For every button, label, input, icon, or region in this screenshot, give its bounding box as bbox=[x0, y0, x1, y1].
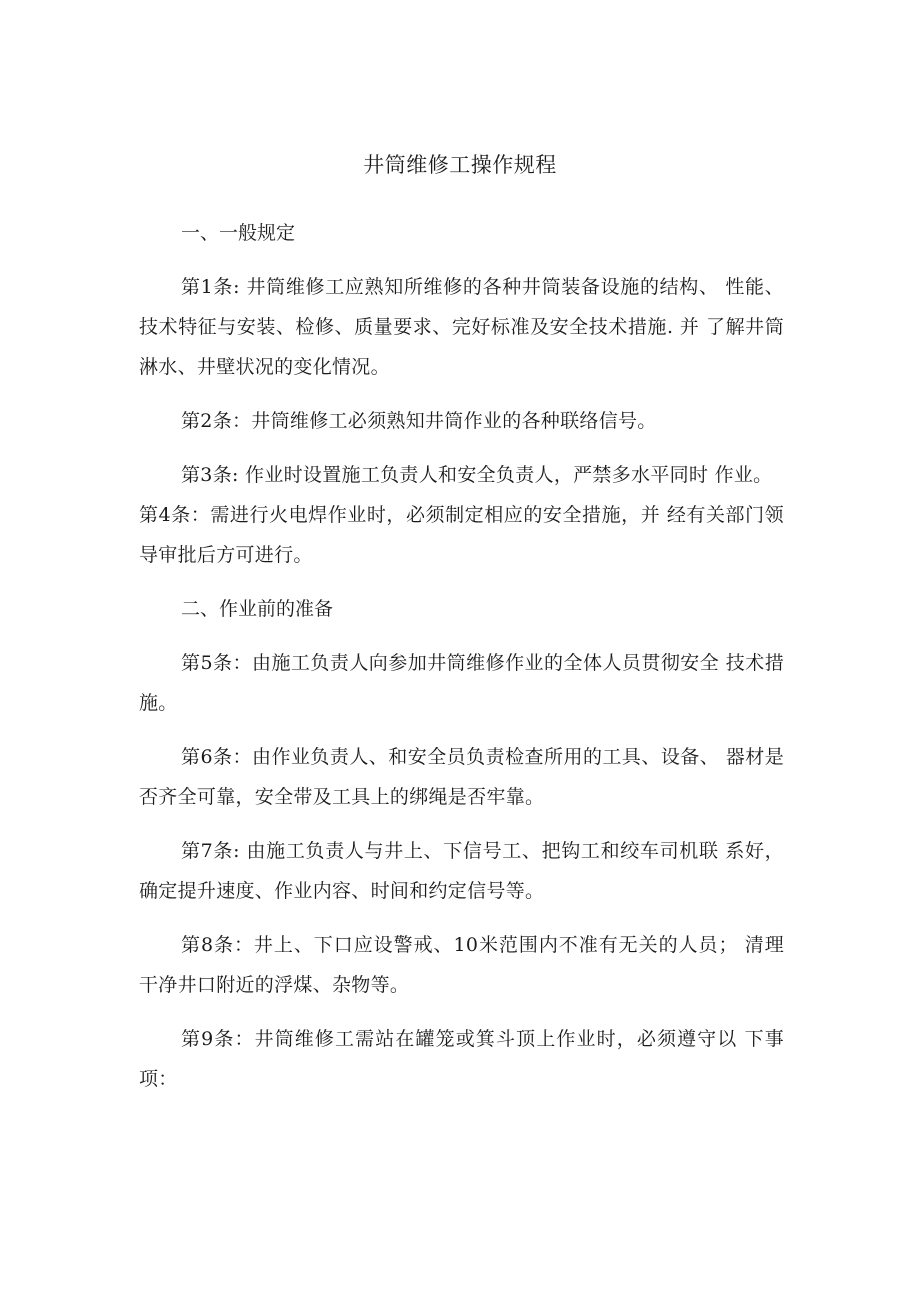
article-2: 第2条：井筒维修工必须熟知井筒作业的各种联络信号。 bbox=[181, 410, 657, 432]
document-title: 井筒维修工操作规程 bbox=[363, 153, 557, 177]
section-heading-general: 一、一般规定 bbox=[181, 222, 296, 244]
article-5: 第5条：由施工负责人向参加井筒维修作业的全体人员贯彻安全 技术措施。 bbox=[139, 652, 784, 714]
article-6: 第6条：由作业负责人、和安全员负责检查所用的工具、设备、 器材是否齐全可靠，安全带及工具上的绑绳是否牢靠。 bbox=[139, 746, 784, 808]
section-heading-preparation: 二、作业前的准备 bbox=[181, 598, 334, 620]
article-8: 第8条：井上、下口应设警戒、10米范围内不准有无关的人员； 清理干净井口附近的浮煤、杂物等。 bbox=[139, 934, 784, 996]
article-4: 第4条：需进行火电焊作业时，必须制定相应的安全措施，并 经有关部门领导审批后方可进行。 bbox=[139, 504, 784, 566]
article-3: 第3条: 作业时设置施工负责人和安全负责人，严禁多水平同时 作业。 bbox=[181, 464, 773, 486]
article-7: 第7条: 由施工负责人与井上、下信号工、把钩工和绞车司机联 系好，确定提升速度、作业内容、时间和约定信号等。 bbox=[139, 840, 784, 902]
article-1: 第1条: 井筒维修工应熟知所维修的各种井筒装备设施的结构、 性能、技术特征与安装、检修、质量要求、完好标准及安全技术措施. 并 了解井筒淋水、井壁状况的变化情况。 bbox=[139, 276, 784, 378]
article-9: 第9条：井筒维修工需站在罐笼或箕斗顶上作业时，必须遵守以 下事项： bbox=[139, 1028, 784, 1090]
document-body bbox=[139, 213, 784, 1113]
